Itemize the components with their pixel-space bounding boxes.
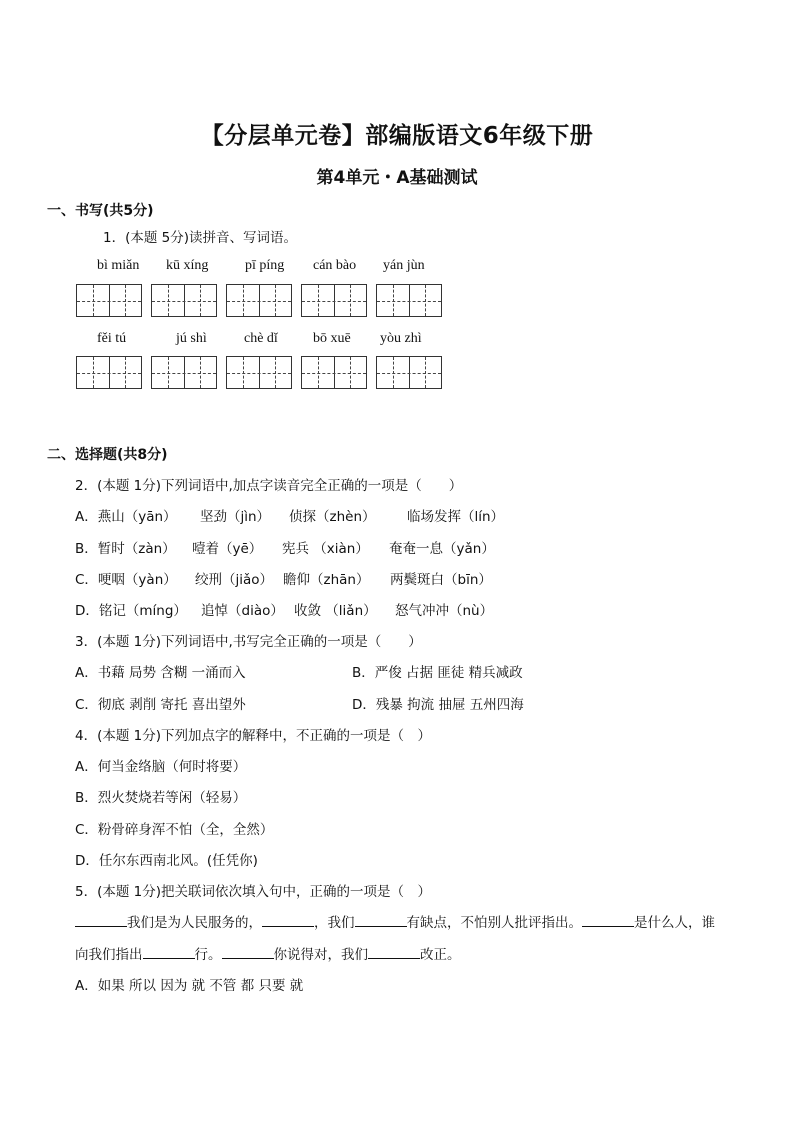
writing-grid-box[interactable]	[151, 356, 217, 389]
pinyin-label: chè dǐ	[244, 331, 278, 346]
pinyin-label: yòu zhì	[380, 331, 422, 346]
pinyin-label: bì miǎn	[97, 258, 140, 273]
document-subtitle: 第4单元・A基础测试	[316, 168, 478, 188]
pinyin-label: pī píng	[245, 258, 285, 273]
q2-option-c-word: 两鬓斑白（bīn）	[390, 572, 492, 588]
q2-option-a[interactable]: A．燕山（yān）	[75, 509, 177, 525]
q2-option-c-word: 瞻仰（zhān）	[283, 572, 370, 588]
writing-grid-box[interactable]	[376, 356, 442, 389]
pinyin-label: kū xíng	[166, 258, 209, 273]
q3-option-d[interactable]: D．残暴 拘流 抽屉 五州四海	[352, 697, 524, 713]
fill-blank[interactable]	[262, 914, 314, 927]
writing-grid-box[interactable]	[226, 356, 292, 389]
document-title: 【分层单元卷】部编版语文6年级下册	[200, 123, 594, 149]
question-5-stem: 5．(本题 1分)把关联词依次填入句中，正确的一项是（ ）	[75, 884, 432, 900]
question-1-stem: 1．(本题 5分)读拼音、写词语。	[103, 230, 298, 246]
q5-passage-line-2: 向我们指出 行。 你说得对，我们 改正。	[75, 947, 461, 963]
writing-grid-box[interactable]	[301, 356, 367, 389]
q4-option-d[interactable]: D．任尔东西南北风。(任凭你)	[75, 853, 258, 869]
fill-blank[interactable]	[143, 946, 195, 959]
question-3-stem: 3．(本题 1分)下列词语中,书写完全正确的一项是（ ）	[75, 634, 422, 650]
q2-option-b-word: 宪兵 （xiàn）	[282, 541, 369, 557]
q2-option-c-word: 绞刑（jiǎo）	[195, 572, 274, 588]
q5-passage-line-1: 我们是为人民服务的， ，我们 有缺点，不怕别人批评指出。 是什么人，谁	[75, 911, 715, 931]
q2-option-a-word: 侦探（zhèn）	[289, 509, 376, 525]
q3-option-b[interactable]: B．严俊 占据 匪徒 精兵减政	[352, 665, 523, 681]
writing-grid-box[interactable]	[76, 356, 142, 389]
section-heading-writing: 一、书写(共5分)	[47, 203, 154, 219]
q2-option-d[interactable]: D．铭记（míng）	[75, 603, 187, 619]
q2-option-b-word: 噎着（yē）	[192, 541, 263, 557]
q4-option-c[interactable]: C．粉骨碎身浑不怕（全，全然）	[75, 822, 274, 838]
writing-grid-box[interactable]	[301, 284, 367, 317]
writing-grid-box[interactable]	[376, 284, 442, 317]
q2-option-b[interactable]: B．暂时（zàn）	[75, 541, 176, 557]
pinyin-label: cán bào	[313, 258, 357, 273]
q2-option-d-word: 追悼（diào）	[201, 603, 284, 619]
q2-option-a-word: 临场发挥（lín）	[407, 509, 505, 525]
pinyin-label: yán jùn	[383, 258, 425, 273]
q3-option-c[interactable]: C．彻底 剥削 寄托 喜出望外	[75, 697, 246, 713]
q2-option-b-word: 奄奄一息（yǎn）	[389, 541, 495, 557]
writing-grid-box[interactable]	[76, 284, 142, 317]
pinyin-label: jú shì	[176, 331, 207, 346]
q4-option-b[interactable]: B．烈火焚烧若等闲（轻易）	[75, 790, 247, 806]
fill-blank[interactable]	[368, 946, 420, 959]
q4-option-a[interactable]: A．何当金络脑（何时将要）	[75, 759, 247, 775]
q2-option-d-word: 收敛 （liǎn）	[294, 603, 377, 619]
pinyin-label: fěi tú	[97, 331, 127, 346]
q2-option-c[interactable]: C．哽咽（yàn）	[75, 572, 177, 588]
q5-option-a[interactable]: A．如果 所以 因为 就 不管 都 只要 就	[75, 978, 304, 994]
fill-blank[interactable]	[75, 914, 127, 927]
pinyin-label: bō xuē	[313, 331, 351, 346]
question-2-stem: 2．(本题 1分)下列词语中,加点字读音完全正确的一项是（ ）	[75, 478, 463, 494]
writing-grid-box[interactable]	[151, 284, 217, 317]
fill-blank[interactable]	[222, 946, 274, 959]
q2-option-d-word: 怒气冲冲（nù）	[395, 603, 494, 619]
section-heading-choice: 二、选择题(共8分)	[47, 447, 168, 463]
fill-blank[interactable]	[355, 914, 407, 927]
question-4-stem: 4．(本题 1分)下列加点字的解释中，不正确的一项是（ ）	[75, 728, 432, 744]
q2-option-a-word: 坚劲（jìn）	[200, 509, 271, 525]
q3-option-a[interactable]: A．书藉 局势 含糊 一涌而入	[75, 665, 246, 681]
writing-grid-box[interactable]	[226, 284, 292, 317]
fill-blank[interactable]	[582, 914, 634, 927]
